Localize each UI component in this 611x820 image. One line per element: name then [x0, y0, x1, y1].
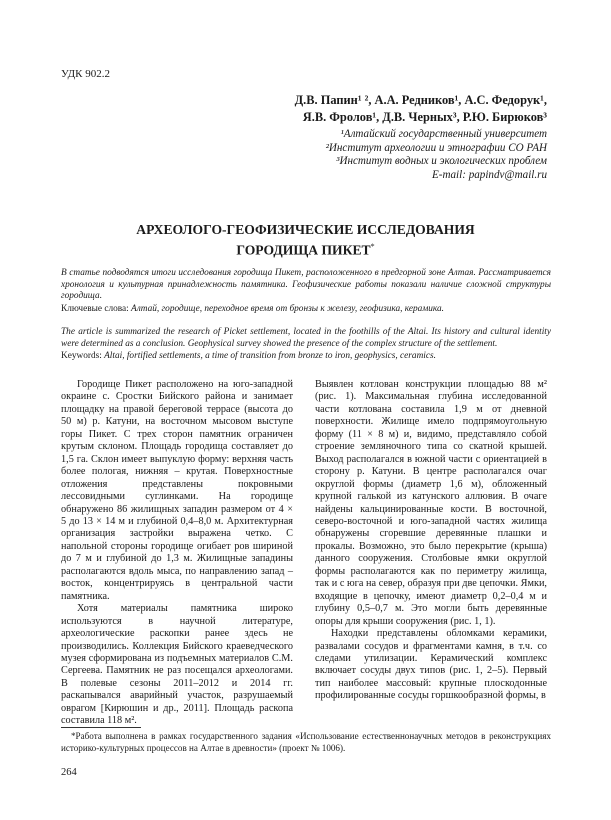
- keywords-russian: [61, 304, 551, 316]
- affiliation: ²Институт археологии и этнографии СО РАН: [325, 141, 547, 154]
- title-line: АРХЕОЛОГО-ГЕОФИЗИЧЕСКИЕ ИССЛЕДОВАНИЯ: [136, 222, 475, 237]
- footnote-text: *Работа выполнена в рамках государственного задания «Использование естественнонаучных методов в реконструкциях историко-культурных процессов на Алтае в древности» (проект № 1006).: [61, 731, 551, 753]
- author-list: [295, 92, 547, 126]
- footnote: [61, 731, 551, 755]
- affiliation: ¹Алтайский государственный университет: [340, 128, 547, 140]
- keywords-label: Ключевые слова:: [61, 304, 129, 314]
- affiliation-list: [326, 128, 547, 182]
- keywords-text: Алтай, городище, переходное время от бронзы к железу, геофизика, керамика.: [131, 304, 445, 314]
- title-line: [0, 238, 611, 259]
- article-title: [0, 221, 611, 259]
- body-column-left: [61, 379, 293, 728]
- abstract-english: The article is summarized the research of Picket settlement, located in the foothills of the Altai. Its history and cultural identity were determined as a conclusion. Geophysical survey showed the presence of the complex structure of the settlement.: [61, 327, 551, 349]
- affiliation: ³Институт водных и экологических проблем: [336, 155, 547, 168]
- body-paragraph: Хотя материалы памятника широко используются в научной литературе, археологические раскопки ранее здесь не производились. Коллекция Бийского краеведческого музея сформирована из подъемных материалов С.М. Сергеева. Памятник не раз посещался археологами. В полевые сезоны 2011–2012 и 2014 гг. раскапывался аварийный участок, разрушаемый оврагом [Кирюшин и др., 2011]. Площадь раскопа составила 118 м².: [61, 603, 293, 727]
- author-line: Д.В. Папин¹ ², А.А. Редников¹, А.С. Федорук¹,: [294, 93, 547, 107]
- body-column-right: [315, 379, 547, 703]
- footnote-divider: [61, 727, 141, 728]
- keywords-english: [61, 351, 551, 363]
- title-text: ГОРОДИЩА ПИКЕТ: [236, 242, 371, 258]
- contact-email: E-mail: papindv@mail.ru: [432, 168, 547, 181]
- keywords-text: Altai, fortified settlements, a time of transition from bronze to iron, geophysics, ceramics.: [104, 351, 436, 361]
- keywords-label: Keywords:: [61, 351, 102, 361]
- body-paragraph: Находки представлены обломками керамики, развалами сосудов и фрагментами камня, в т.ч. со следами утилизации. Керамический комплекс включает сосуды двух типов (рис. 1, 2–5). Первый тип наиболее массовый: крупные плоскодонные профилированные сосуды горшкообразной формы, в: [315, 628, 547, 702]
- footnote-mark: *: [370, 242, 375, 251]
- body-paragraph: Выявлен котлован конструкции площадью 88 м² (рис. 1). Максимальная глубина исследованной части котлована составила 1,9 м от дневной поверхности. Жилище имело подпрямоугольную форму (11 × 8 м) и, видимо, представляло собой строение земляночного типа со скатной крышей. Выход располагался в южной части с ориентацией в сторону р. Катуни. В центре располагался очаг округлой формы (диаметр 1,6 м), обложенный крупной галькой из катунского аллювия. В очаге найдены кальцинированные кости. В восточной, северо-восточной и юго-западной частях жилища обнаружены сгоревшие деревянные плашки и прокалы. Возможно, это было перекрытие (крыша) данного сооружения. Столбовые ямки округлой формы располагаются как по периметру жилища, так и с юга на север, образуя при две цепочки. Ямки, входящие в цепочку, имеют диаметр 0,2–0,4 м и глубину 0,5–0,7 м. Это могли быть деревянные опоры для крыши сооружения (рис. 1, 1).: [315, 379, 547, 627]
- udk-code: УДК 902.2: [61, 68, 111, 80]
- author-line: Я.В. Фролов¹, Д.В. Черных³, Р.Ю. Бирюков³: [302, 110, 547, 124]
- body-paragraph: Городище Пикет расположено на юго-западной окраине с. Сростки Бийского района и занимает площадку на правой береговой террасе (высота до 50 м) р. Катуни, на восточном мысовом выступе горы Пикет. С трех сторон памятник ограничен крутым склоном. Площадь городища составляет до 1,5 га. Склон имеет выпуклую форму: верхняя часть более пологая, нижняя – крутая. Поверхностные отложения представлены покровными лессовидными суглинками. На городище обнаружено 86 жилищных западин размером от 4 × 5 до 13 × 14 м и глубиной 0,4–8,0 м. Архитектурная организация застройки выражена четко. С напольной стороны городище огибает ров шириной до 7 м и глубиной до 1,3 м. Жилищные западины располагаются вдоль мыса, по направлению запад – восток, концентрируясь в центральной части памятника.: [61, 379, 293, 602]
- page-number: 264: [61, 767, 77, 778]
- abstract-russian: В статье подводятся итоги исследования городища Пикет, расположенного в предгорной зоне Алтая. Рассматривается хронология и культурная принадлежность памятника. Геофизические работы показали наличие сложной структуры городища.: [61, 268, 551, 302]
